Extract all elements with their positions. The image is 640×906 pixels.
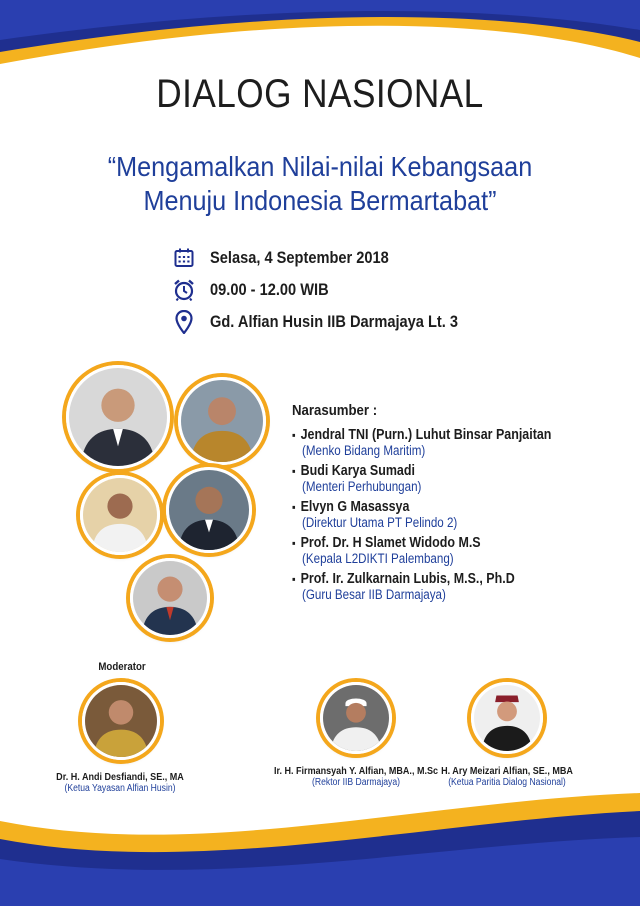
location-pin-icon	[172, 310, 196, 334]
speaker-item	[292, 427, 594, 458]
event-time-row	[172, 275, 498, 305]
speaker-photo-1	[66, 365, 170, 469]
alarm-clock-icon	[172, 278, 196, 302]
tagline-line-2: Menuju Indonesia Bermartabat”	[143, 185, 497, 216]
speaker-list	[292, 402, 594, 607]
speaker-photo-3	[80, 475, 160, 555]
speaker-name: ▪ Jendral TNI (Purn.) Luhut Binsar Panjaitan	[292, 427, 551, 443]
speaker-name: ▪ Budi Karya Sumadi	[292, 463, 551, 479]
host-name: Ir. H. Firmansyah Y. Alfian, MBA., M.Sc	[273, 765, 439, 777]
host-role: (Ketua Paritia Dialog Nasional)	[448, 777, 566, 788]
speaker-item	[292, 535, 594, 566]
moderator-info	[20, 771, 220, 794]
speaker-role: (Kepala L2DIKTI Palembang)	[302, 551, 454, 566]
speaker-item	[292, 463, 594, 494]
speaker-name: ▪ Prof. Ir. Zulkarnain Lubis, M.S., Ph.D	[292, 571, 551, 587]
speaker-role: (Menteri Perhubungan)	[302, 479, 422, 494]
moderator-photo	[82, 682, 160, 760]
speaker-role: (Direktur Utama PT Pelindo 2)	[302, 515, 458, 530]
page-title: DIALOG NASIONAL	[156, 72, 484, 116]
event-tagline	[32, 150, 608, 218]
bottom-wave-decoration	[0, 781, 640, 906]
tagline-line-1: “Mengamalkan Nilai-nilai Kebangsaan	[107, 151, 533, 182]
moderator-label: Moderator	[98, 661, 146, 673]
event-venue-row	[172, 307, 498, 337]
event-time: 09.00 - 12.00 WIB	[210, 280, 329, 299]
speaker-photo-2	[178, 377, 266, 465]
calendar-icon	[172, 246, 196, 270]
event-venue: Gd. Alfian Husin IIB Darmajaya Lt. 3	[210, 312, 459, 331]
speaker-photo-5	[130, 558, 210, 638]
host-info-2	[407, 765, 607, 788]
speaker-name: ▪ Prof. Dr. H Slamet Widodo M.S	[292, 535, 551, 551]
speaker-name: ▪ Elvyn G Masassya	[292, 499, 551, 515]
moderator-name: Dr. H. Andi Desfiandi, SE., MA	[56, 771, 184, 783]
speakers-heading: Narasumber :	[292, 402, 378, 419]
event-date-row	[172, 243, 498, 273]
host-role: (Rektor IIB Darmajaya)	[312, 777, 400, 788]
moderator-role: (Ketua Yayasan Alfian Husin)	[64, 783, 176, 794]
host-photo-2	[471, 682, 543, 754]
speaker-role: (Guru Besar IIB Darmajaya)	[302, 587, 446, 602]
event-info	[172, 243, 498, 339]
speaker-role: (Menko Bidang Maritim)	[302, 443, 426, 458]
speaker-item	[292, 499, 594, 530]
speaker-photo-4	[166, 467, 252, 553]
speaker-item	[292, 571, 594, 602]
host-name: H. Ary Meizari Alfian, SE., MBA	[441, 765, 573, 777]
event-date: Selasa, 4 September 2018	[210, 248, 389, 267]
host-photo-1	[320, 682, 392, 754]
